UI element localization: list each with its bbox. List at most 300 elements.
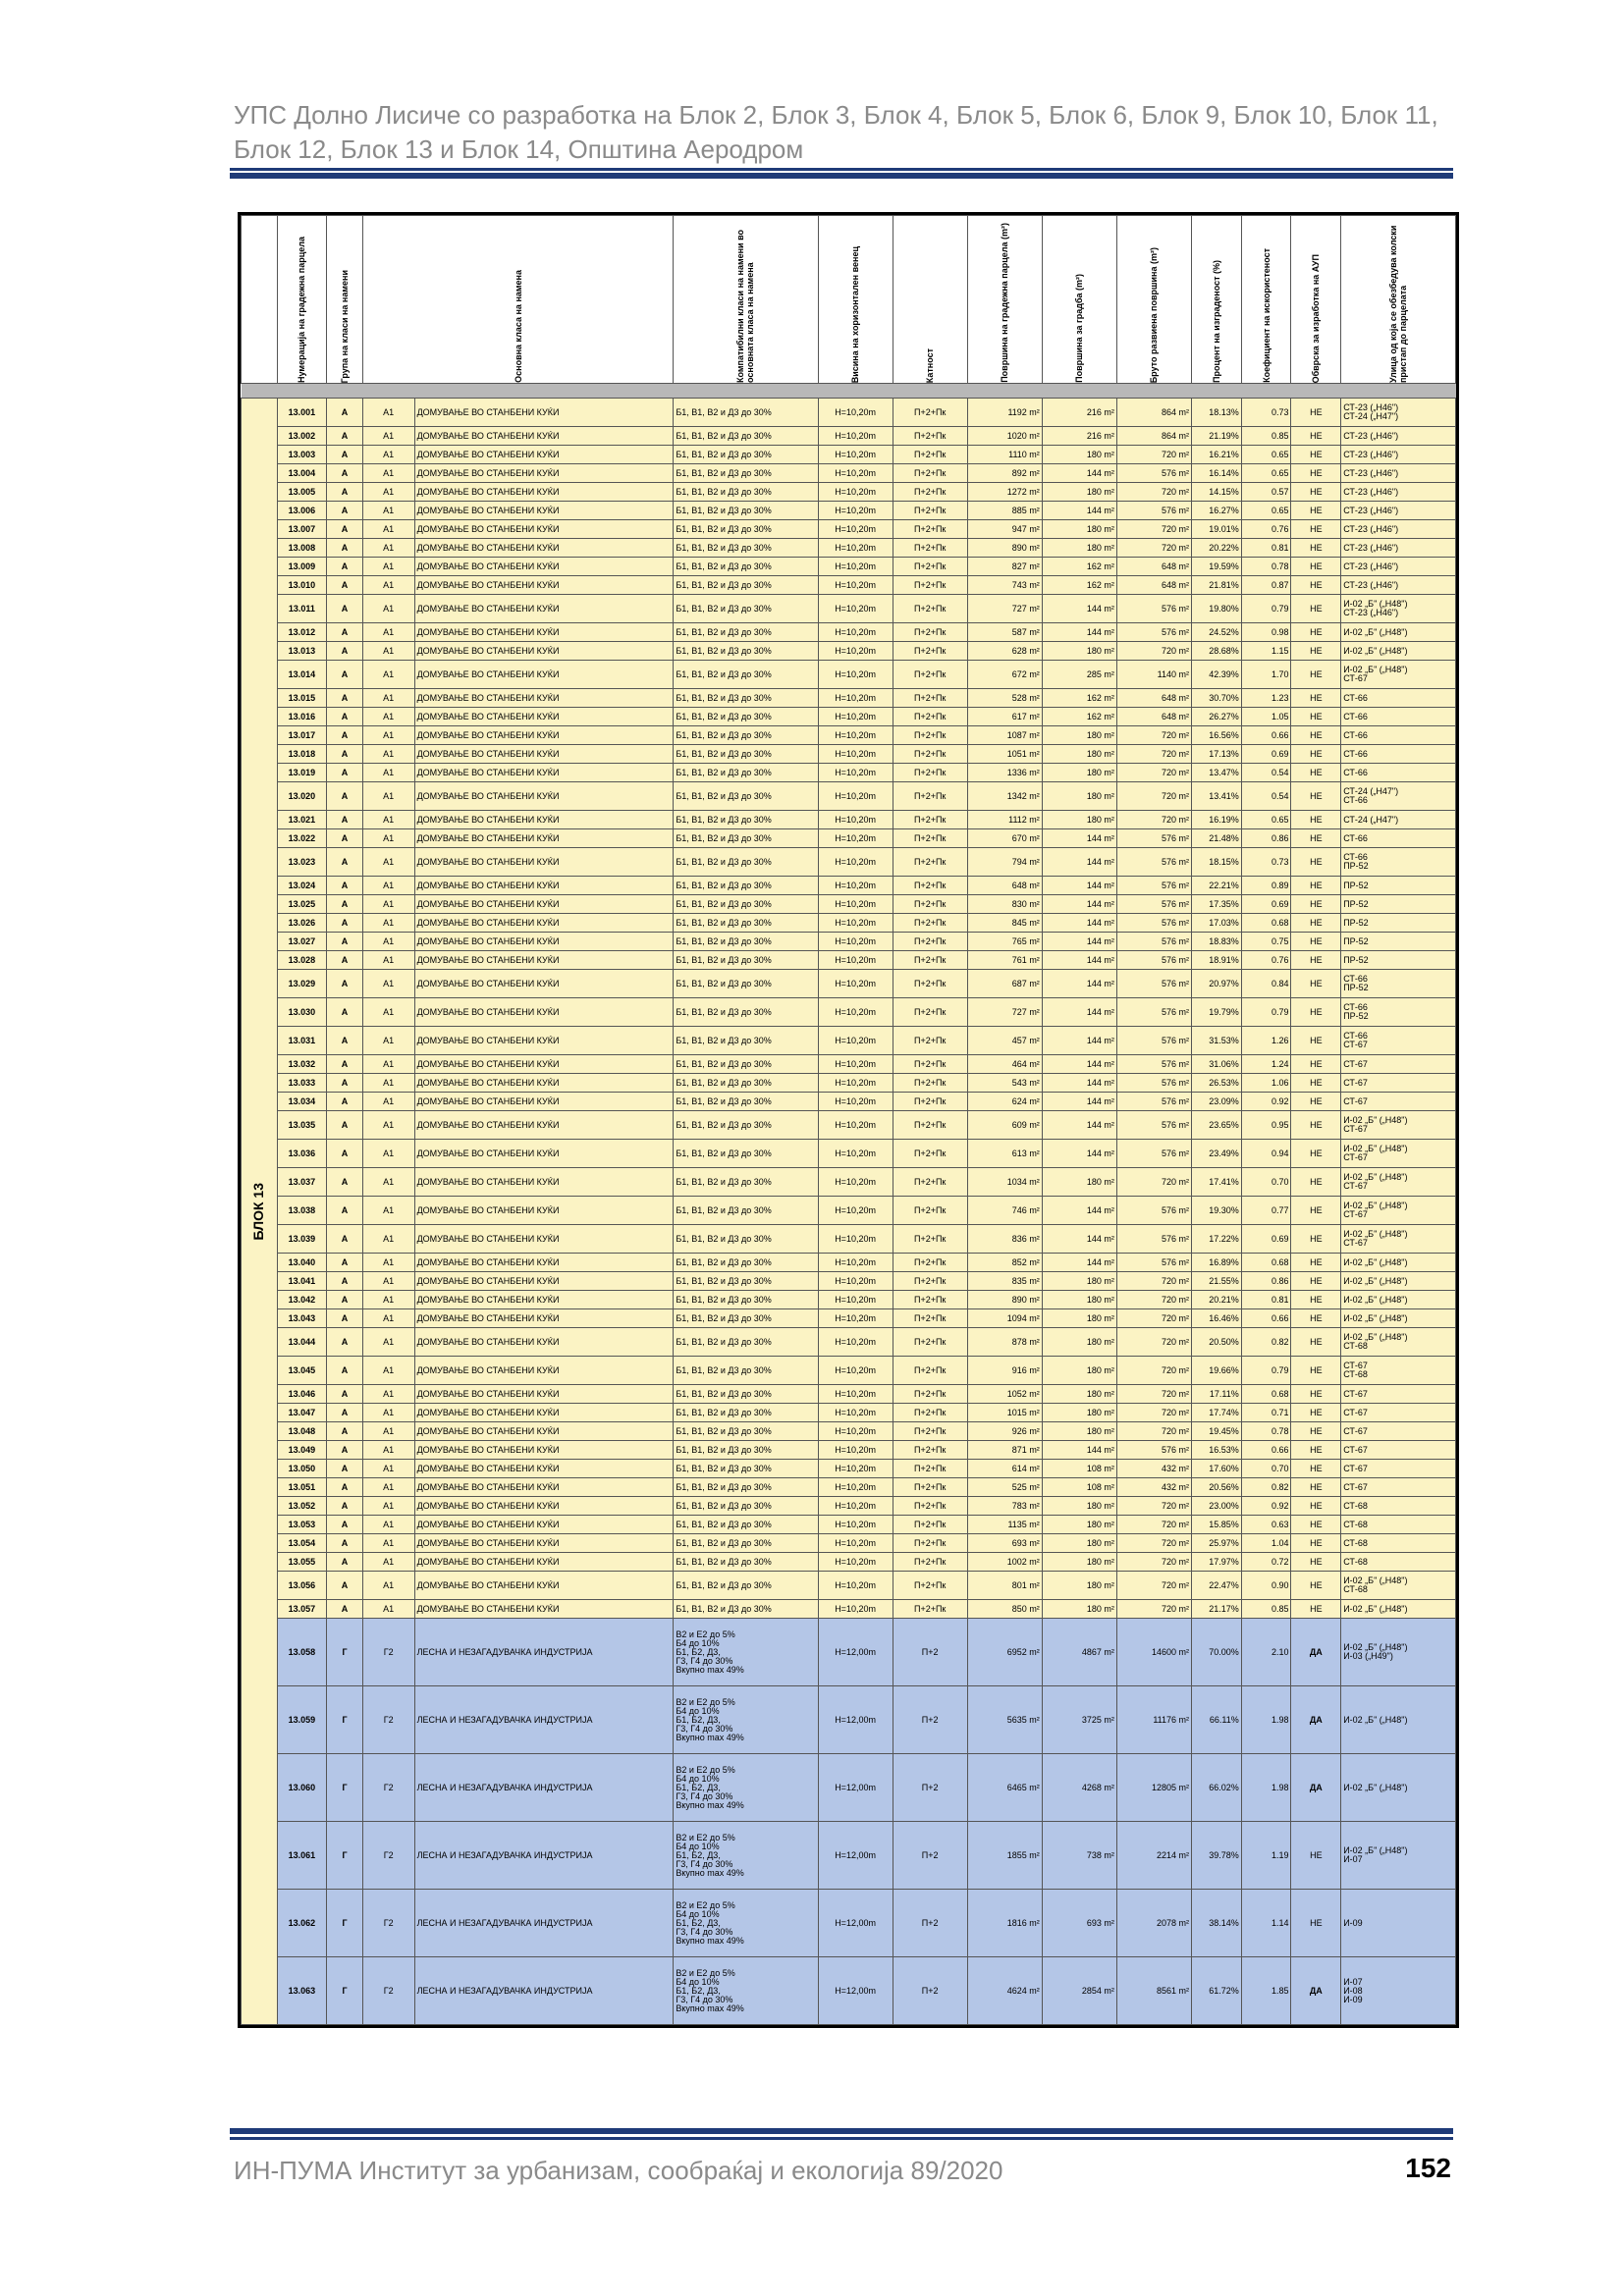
- parcel-number-cell: 13.052: [277, 1497, 327, 1516]
- parcel-number-cell: 13.030: [277, 998, 327, 1027]
- coefficient-cell: 1.85: [1241, 1957, 1291, 2025]
- table-row: [242, 1093, 1456, 1111]
- compatible-classes-cell: Б1, В1, В2 и Д3 до 30%: [674, 1534, 818, 1553]
- coefficient-cell: 0.82: [1241, 1328, 1291, 1357]
- class-cell: А1: [362, 595, 414, 623]
- footer-institute: ИН-ПУМА Институт за урбанизам, сообраќај и екологија 89/2020: [234, 2156, 1003, 2185]
- floors-cell: П+2: [893, 1822, 967, 1890]
- parcel-area-cell: 885 m²: [967, 502, 1042, 520]
- table-row: [242, 1497, 1456, 1516]
- street-cell: СТ-23 („Н46"): [1341, 464, 1456, 483]
- parcel-area-cell: 1855 m²: [967, 1822, 1042, 1890]
- street-cell: И-02 „Б" („Н48"): [1341, 642, 1456, 661]
- group-cell: А: [327, 895, 363, 914]
- gross-area-cell: 720 m²: [1116, 1497, 1191, 1516]
- aup-cell: НЕ: [1291, 745, 1341, 764]
- street-cell: И-02 „Б" („Н48") СТ-23 („Н46"): [1341, 595, 1456, 623]
- percent-cell: 22.47%: [1192, 1572, 1242, 1600]
- height-cell: H=10,20m: [818, 399, 893, 427]
- street-cell: ПР-52: [1341, 877, 1456, 895]
- group-cell: А: [327, 661, 363, 689]
- gross-area-cell: 576 m²: [1116, 877, 1191, 895]
- build-area-cell: 144 m²: [1042, 1055, 1116, 1074]
- aup-cell: НЕ: [1291, 502, 1341, 520]
- build-area-cell: 144 m²: [1042, 829, 1116, 848]
- gross-area-cell: 648 m²: [1116, 576, 1191, 595]
- percent-cell: 22.21%: [1192, 877, 1242, 895]
- parcel-number-cell: 13.046: [277, 1385, 327, 1404]
- parcel-number-cell: 13.013: [277, 642, 327, 661]
- parcel-area-cell: 916 m²: [967, 1357, 1042, 1385]
- parcel-number-cell: 13.059: [277, 1686, 327, 1754]
- coefficient-cell: 0.57: [1241, 483, 1291, 502]
- build-area-cell: 144 m²: [1042, 951, 1116, 970]
- col-header-class: Основна класа на намена: [362, 216, 674, 384]
- parcel-area-cell: 890 m²: [967, 1291, 1042, 1309]
- group-cell: А: [327, 595, 363, 623]
- parcel-number-cell: 13.028: [277, 951, 327, 970]
- height-cell: H=10,20m: [818, 483, 893, 502]
- floors-cell: П+2+Пк: [893, 1197, 967, 1225]
- parcel-area-cell: 743 m²: [967, 576, 1042, 595]
- parcel-number-cell: 13.010: [277, 576, 327, 595]
- parcel-number-cell: 13.062: [277, 1890, 327, 1957]
- build-area-cell: 180 m²: [1042, 1357, 1116, 1385]
- aup-cell: НЕ: [1291, 829, 1341, 848]
- floors-cell: П+2+Пк: [893, 539, 967, 558]
- height-cell: H=10,20m: [818, 464, 893, 483]
- group-cell: А: [327, 483, 363, 502]
- class-name-cell: ДОМУВАЊЕ ВО СТАНБЕНИ КУЌИ: [414, 1225, 674, 1254]
- class-name-cell: ДОМУВАЊЕ ВО СТАНБЕНИ КУЌИ: [414, 464, 674, 483]
- height-cell: H=10,20m: [818, 1385, 893, 1404]
- table-row: [242, 1516, 1456, 1534]
- coefficient-cell: 0.69: [1241, 745, 1291, 764]
- floors-cell: П+2+Пк: [893, 464, 967, 483]
- group-cell: А: [327, 1516, 363, 1534]
- parcel-number-cell: 13.040: [277, 1254, 327, 1272]
- aup-cell: НЕ: [1291, 446, 1341, 464]
- group-cell: А: [327, 1534, 363, 1553]
- gross-area-cell: 720 m²: [1116, 782, 1191, 811]
- floors-cell: П+2+Пк: [893, 1055, 967, 1074]
- compatible-classes-cell: В2 и Е2 до 5% Б4 до 10% Б1, Б2, Д3, Г3, Г4 до 30% Вкупно max 49%: [674, 1822, 818, 1890]
- street-cell: И-02 „Б" („Н48"): [1341, 623, 1456, 642]
- class-name-cell: ДОМУВАЊЕ ВО СТАНБЕНИ КУЌИ: [414, 483, 674, 502]
- col-header-group: Група на класи на намени: [327, 216, 363, 384]
- aup-cell: НЕ: [1291, 970, 1341, 998]
- percent-cell: 24.52%: [1192, 623, 1242, 642]
- parcel-area-cell: 543 m²: [967, 1074, 1042, 1093]
- parcel-number-cell: 13.042: [277, 1291, 327, 1309]
- floors-cell: П+2+Пк: [893, 1516, 967, 1534]
- height-cell: H=10,20m: [818, 446, 893, 464]
- build-area-cell: 738 m²: [1042, 1822, 1116, 1890]
- class-cell: А1: [362, 399, 414, 427]
- street-cell: И-02 „Б" („Н48"): [1341, 1272, 1456, 1291]
- parcel-area-cell: 1192 m²: [967, 399, 1042, 427]
- floors-cell: П+2+Пк: [893, 877, 967, 895]
- build-area-cell: 144 m²: [1042, 1093, 1116, 1111]
- build-area-cell: 4867 m²: [1042, 1619, 1116, 1686]
- parcel-area-cell: 836 m²: [967, 1225, 1042, 1254]
- floors-cell: П+2+Пк: [893, 689, 967, 708]
- class-name-cell: ДОМУВАЊЕ ВО СТАНБЕНИ КУЌИ: [414, 1027, 674, 1055]
- street-cell: И-02 „Б" („Н48"): [1341, 1291, 1456, 1309]
- compatible-classes-cell: Б1, В1, В2 и Д3 до 30%: [674, 502, 818, 520]
- compatible-classes-cell: Б1, В1, В2 и Д3 до 30%: [674, 1074, 818, 1093]
- parcel-area-cell: 687 m²: [967, 970, 1042, 998]
- class-name-cell: ДОМУВАЊЕ ВО СТАНБЕНИ КУЌИ: [414, 895, 674, 914]
- gross-area-cell: 720 m²: [1116, 1422, 1191, 1441]
- height-cell: H=10,20m: [818, 745, 893, 764]
- percent-cell: 20.97%: [1192, 970, 1242, 998]
- build-area-cell: 180 m²: [1042, 1328, 1116, 1357]
- coefficient-cell: 0.63: [1241, 1516, 1291, 1534]
- parcel-area-cell: 727 m²: [967, 998, 1042, 1027]
- height-cell: H=10,20m: [818, 1027, 893, 1055]
- class-name-cell: ДОМУВАЊЕ ВО СТАНБЕНИ КУЌИ: [414, 1309, 674, 1328]
- street-cell: СТ-23 („Н46"): [1341, 576, 1456, 595]
- table-row: [242, 483, 1456, 502]
- street-cell: И-02 „Б" („Н48"): [1341, 1754, 1456, 1822]
- gross-area-cell: 576 m²: [1116, 998, 1191, 1027]
- compatible-classes-cell: Б1, В1, В2 и Д3 до 30%: [674, 1572, 818, 1600]
- percent-cell: 16.14%: [1192, 464, 1242, 483]
- col-header-aup: Обврска за изработка на АУП: [1291, 216, 1341, 384]
- parcel-area-cell: 628 m²: [967, 642, 1042, 661]
- col-header-build-area: Површина за градба (m²): [1042, 216, 1116, 384]
- coefficient-cell: 0.89: [1241, 877, 1291, 895]
- aup-cell: НЕ: [1291, 1055, 1341, 1074]
- aup-cell: НЕ: [1291, 464, 1341, 483]
- street-cell: СТ-66: [1341, 745, 1456, 764]
- col-header-percent: Процент на изграденост (%): [1192, 216, 1242, 384]
- height-cell: H=10,20m: [818, 539, 893, 558]
- table-row: [242, 895, 1456, 914]
- street-cell: И-02 „Б" („Н48") И-07: [1341, 1822, 1456, 1890]
- class-name-cell: ДОМУВАЊЕ ВО СТАНБЕНИ КУЌИ: [414, 877, 674, 895]
- group-cell: А: [327, 1291, 363, 1309]
- build-area-cell: 144 m²: [1042, 848, 1116, 877]
- height-cell: H=10,20m: [818, 595, 893, 623]
- class-cell: А1: [362, 483, 414, 502]
- coefficient-cell: 0.65: [1241, 464, 1291, 483]
- class-name-cell: ДОМУВАЊЕ ВО СТАНБЕНИ КУЌИ: [414, 539, 674, 558]
- build-area-cell: 180 m²: [1042, 446, 1116, 464]
- gross-area-cell: 720 m²: [1116, 1516, 1191, 1534]
- table-row: [242, 595, 1456, 623]
- percent-cell: 31.06%: [1192, 1055, 1242, 1074]
- coefficient-cell: 0.78: [1241, 558, 1291, 576]
- height-cell: H=10,20m: [818, 1055, 893, 1074]
- coefficient-cell: 0.79: [1241, 595, 1291, 623]
- coefficient-cell: 0.77: [1241, 1197, 1291, 1225]
- coefficient-cell: 0.66: [1241, 1309, 1291, 1328]
- percent-cell: 17.41%: [1192, 1168, 1242, 1197]
- parcel-area-cell: 464 m²: [967, 1055, 1042, 1074]
- compatible-classes-cell: Б1, В1, В2 и Д3 до 30%: [674, 399, 818, 427]
- floors-cell: П+2+Пк: [893, 1441, 967, 1460]
- parcel-area-cell: 1272 m²: [967, 483, 1042, 502]
- coefficient-cell: 0.76: [1241, 520, 1291, 539]
- compatible-classes-cell: Б1, В1, В2 и Д3 до 30%: [674, 933, 818, 951]
- coefficient-cell: 1.24: [1241, 1055, 1291, 1074]
- street-cell: СТ-67: [1341, 1441, 1456, 1460]
- table-row: [242, 661, 1456, 689]
- aup-cell: ДА: [1291, 1957, 1341, 2025]
- parcel-number-cell: 13.038: [277, 1197, 327, 1225]
- class-name-cell: ДОМУВАЊЕ ВО СТАНБЕНИ КУЌИ: [414, 642, 674, 661]
- table-row: [242, 1754, 1456, 1822]
- compatible-classes-cell: Б1, В1, В2 и Д3 до 30%: [674, 642, 818, 661]
- gross-area-cell: 2214 m²: [1116, 1822, 1191, 1890]
- parcel-area-cell: 5635 m²: [967, 1686, 1042, 1754]
- parcel-area-cell: 614 m²: [967, 1460, 1042, 1478]
- street-cell: СТ-23 („Н46"): [1341, 539, 1456, 558]
- parcel-number-cell: 13.012: [277, 623, 327, 642]
- build-area-cell: 108 m²: [1042, 1478, 1116, 1497]
- build-area-cell: 180 m²: [1042, 1572, 1116, 1600]
- aup-cell: НЕ: [1291, 1534, 1341, 1553]
- percent-cell: 17.60%: [1192, 1460, 1242, 1478]
- aup-cell: НЕ: [1291, 1600, 1341, 1619]
- percent-cell: 19.80%: [1192, 595, 1242, 623]
- build-area-cell: 144 m²: [1042, 595, 1116, 623]
- table-row: [242, 745, 1456, 764]
- height-cell: H=10,20m: [818, 877, 893, 895]
- parcel-number-cell: 13.025: [277, 895, 327, 914]
- compatible-classes-cell: Б1, В1, В2 и Д3 до 30%: [674, 1385, 818, 1404]
- coefficient-cell: 0.82: [1241, 1478, 1291, 1497]
- percent-cell: 66.02%: [1192, 1754, 1242, 1822]
- floors-cell: П+2+Пк: [893, 1291, 967, 1309]
- compatible-classes-cell: Б1, В1, В2 и Д3 до 30%: [674, 689, 818, 708]
- height-cell: H=10,20m: [818, 558, 893, 576]
- class-name-cell: ДОМУВАЊЕ ВО СТАНБЕНИ КУЌИ: [414, 1422, 674, 1441]
- height-cell: H=10,20m: [818, 1225, 893, 1254]
- compatible-classes-cell: Б1, В1, В2 и Д3 до 30%: [674, 1027, 818, 1055]
- parcel-number-cell: 13.006: [277, 502, 327, 520]
- gross-area-cell: 864 m²: [1116, 399, 1191, 427]
- coefficient-cell: 1.15: [1241, 642, 1291, 661]
- class-cell: А1: [362, 1497, 414, 1516]
- class-cell: А1: [362, 1272, 414, 1291]
- parcel-number-cell: 13.063: [277, 1957, 327, 2025]
- percent-cell: 17.74%: [1192, 1404, 1242, 1422]
- group-cell: А: [327, 726, 363, 745]
- height-cell: H=10,20m: [818, 642, 893, 661]
- percent-cell: 14.15%: [1192, 483, 1242, 502]
- parcel-number-cell: 13.033: [277, 1074, 327, 1093]
- street-cell: СТ-66: [1341, 708, 1456, 726]
- compatible-classes-cell: Б1, В1, В2 и Д3 до 30%: [674, 1254, 818, 1272]
- floors-cell: П+2+Пк: [893, 895, 967, 914]
- coefficient-cell: 0.92: [1241, 1497, 1291, 1516]
- percent-cell: 13.47%: [1192, 764, 1242, 782]
- class-cell: А1: [362, 782, 414, 811]
- percent-cell: 31.53%: [1192, 1027, 1242, 1055]
- gross-area-cell: 576 m²: [1116, 895, 1191, 914]
- class-cell: Г2: [362, 1686, 414, 1754]
- table-row: [242, 764, 1456, 782]
- parcel-area-cell: 852 m²: [967, 1254, 1042, 1272]
- percent-cell: 18.91%: [1192, 951, 1242, 970]
- aup-cell: НЕ: [1291, 595, 1341, 623]
- group-cell: А: [327, 1497, 363, 1516]
- floors-cell: П+2: [893, 1890, 967, 1957]
- class-cell: Г2: [362, 1754, 414, 1822]
- parcel-number-cell: 13.049: [277, 1441, 327, 1460]
- percent-cell: 21.17%: [1192, 1600, 1242, 1619]
- class-name-cell: ДОМУВАЊЕ ВО СТАНБЕНИ КУЌИ: [414, 745, 674, 764]
- group-cell: А: [327, 1328, 363, 1357]
- group-cell: Г: [327, 1890, 363, 1957]
- class-cell: А1: [362, 726, 414, 745]
- parcel-number-cell: 13.061: [277, 1822, 327, 1890]
- height-cell: H=10,20m: [818, 1572, 893, 1600]
- floors-cell: П+2+Пк: [893, 1572, 967, 1600]
- aup-cell: НЕ: [1291, 1890, 1341, 1957]
- gross-area-cell: 576 m²: [1116, 1111, 1191, 1140]
- header-gap-band: [242, 384, 1456, 399]
- coefficient-cell: 0.98: [1241, 623, 1291, 642]
- coefficient-cell: 0.54: [1241, 764, 1291, 782]
- floors-cell: П+2+Пк: [893, 829, 967, 848]
- table-row: [242, 1619, 1456, 1686]
- height-cell: H=10,20m: [818, 1441, 893, 1460]
- group-cell: А: [327, 998, 363, 1027]
- floors-cell: П+2+Пк: [893, 914, 967, 933]
- street-cell: СТ-67: [1341, 1478, 1456, 1497]
- parcel-number-cell: 13.048: [277, 1422, 327, 1441]
- gross-area-cell: 864 m²: [1116, 427, 1191, 446]
- floors-cell: П+2+Пк: [893, 558, 967, 576]
- parcel-area-cell: 672 m²: [967, 661, 1042, 689]
- percent-cell: 26.53%: [1192, 1074, 1242, 1093]
- parcel-area-cell: 1110 m²: [967, 446, 1042, 464]
- compatible-classes-cell: Б1, В1, В2 и Д3 до 30%: [674, 446, 818, 464]
- parcel-number-cell: 13.024: [277, 877, 327, 895]
- height-cell: H=10,20m: [818, 623, 893, 642]
- aup-cell: НЕ: [1291, 1441, 1341, 1460]
- aup-cell: НЕ: [1291, 427, 1341, 446]
- floors-cell: П+2+Пк: [893, 708, 967, 726]
- block-label: БЛОК 13: [250, 1182, 267, 1241]
- gross-area-cell: 720 m²: [1116, 1272, 1191, 1291]
- class-cell: А1: [362, 764, 414, 782]
- group-cell: А: [327, 1441, 363, 1460]
- aup-cell: НЕ: [1291, 1497, 1341, 1516]
- table-row: [242, 689, 1456, 708]
- group-cell: А: [327, 539, 363, 558]
- compatible-classes-cell: Б1, В1, В2 и Д3 до 30%: [674, 1055, 818, 1074]
- class-name-cell: ЛЕСНА И НЕЗАГАДУВАЧКА ИНДУСТРИЈА: [414, 1957, 674, 2025]
- aup-cell: НЕ: [1291, 1168, 1341, 1197]
- build-area-cell: 180 m²: [1042, 1534, 1116, 1553]
- group-cell: А: [327, 708, 363, 726]
- table-row: [242, 1168, 1456, 1197]
- parcel-area-cell: 845 m²: [967, 914, 1042, 933]
- floors-cell: П+2+Пк: [893, 970, 967, 998]
- parcel-number-cell: 13.053: [277, 1516, 327, 1534]
- percent-cell: 20.50%: [1192, 1328, 1242, 1357]
- floors-cell: П+2+Пк: [893, 1111, 967, 1140]
- height-cell: H=10,20m: [818, 848, 893, 877]
- table-row: [242, 1309, 1456, 1328]
- parcel-area-cell: 648 m²: [967, 877, 1042, 895]
- parcel-number-cell: 13.003: [277, 446, 327, 464]
- class-name-cell: ДОМУВАЊЕ ВО СТАНБЕНИ КУЌИ: [414, 1074, 674, 1093]
- coefficient-cell: 0.70: [1241, 1460, 1291, 1478]
- group-cell: А: [327, 520, 363, 539]
- street-cell: ПР-52: [1341, 951, 1456, 970]
- gross-area-cell: 11176 m²: [1116, 1686, 1191, 1754]
- page-number: 152: [1405, 2153, 1451, 2183]
- floors-cell: П+2+Пк: [893, 446, 967, 464]
- class-name-cell: ДОМУВАЊЕ ВО СТАНБЕНИ КУЌИ: [414, 726, 674, 745]
- table-row: [242, 1197, 1456, 1225]
- gross-area-cell: 576 m²: [1116, 933, 1191, 951]
- street-cell: СТ-67: [1341, 1074, 1456, 1093]
- class-cell: А1: [362, 623, 414, 642]
- floors-cell: П+2+Пк: [893, 1140, 967, 1168]
- height-cell: H=10,20m: [818, 576, 893, 595]
- footer-rule-thin: [230, 2137, 1453, 2140]
- class-name-cell: ДОМУВАЊЕ ВО СТАНБЕНИ КУЌИ: [414, 970, 674, 998]
- gross-area-cell: 720 m²: [1116, 1600, 1191, 1619]
- class-cell: А1: [362, 1600, 414, 1619]
- street-cell: СТ-24 („Н47"): [1341, 811, 1456, 829]
- height-cell: H=12,00m: [818, 1686, 893, 1754]
- parcel-number-cell: 13.004: [277, 464, 327, 483]
- col-header-parcel-area: Површина на градежна парцела (m²): [967, 216, 1042, 384]
- height-cell: H=10,20m: [818, 951, 893, 970]
- build-area-cell: 162 m²: [1042, 558, 1116, 576]
- class-name-cell: ДОМУВАЊЕ ВО СТАНБЕНИ КУЌИ: [414, 1254, 674, 1272]
- aup-cell: НЕ: [1291, 1460, 1341, 1478]
- street-cell: И-02 „Б" („Н48") СТ-67: [1341, 1197, 1456, 1225]
- height-cell: H=10,20m: [818, 1309, 893, 1328]
- group-cell: А: [327, 399, 363, 427]
- class-name-cell: ДОМУВАЊЕ ВО СТАНБЕНИ КУЌИ: [414, 951, 674, 970]
- gross-area-cell: 576 m²: [1116, 464, 1191, 483]
- class-cell: А1: [362, 464, 414, 483]
- floors-cell: П+2+Пк: [893, 427, 967, 446]
- height-cell: H=10,20m: [818, 427, 893, 446]
- percent-cell: 17.35%: [1192, 895, 1242, 914]
- percent-cell: 16.46%: [1192, 1309, 1242, 1328]
- parcel-area-cell: 1002 m²: [967, 1553, 1042, 1572]
- group-cell: А: [327, 576, 363, 595]
- coefficient-cell: 0.68: [1241, 1254, 1291, 1272]
- coefficient-cell: 0.95: [1241, 1111, 1291, 1140]
- parcel-area-cell: 609 m²: [967, 1111, 1042, 1140]
- coefficient-cell: 0.81: [1241, 1291, 1291, 1309]
- street-cell: СТ-23 („Н46"): [1341, 427, 1456, 446]
- floors-cell: П+2+Пк: [893, 951, 967, 970]
- street-cell: СТ-66 ПР-52: [1341, 970, 1456, 998]
- floors-cell: П+2+Пк: [893, 1225, 967, 1254]
- class-name-cell: ДОМУВАЊЕ ВО СТАНБЕНИ КУЌИ: [414, 1385, 674, 1404]
- aup-cell: НЕ: [1291, 558, 1341, 576]
- table-row: [242, 1385, 1456, 1404]
- build-area-cell: 162 m²: [1042, 708, 1116, 726]
- class-cell: А1: [362, 1225, 414, 1254]
- class-cell: А1: [362, 642, 414, 661]
- parcel-number-cell: 13.011: [277, 595, 327, 623]
- parcel-number-cell: 13.026: [277, 914, 327, 933]
